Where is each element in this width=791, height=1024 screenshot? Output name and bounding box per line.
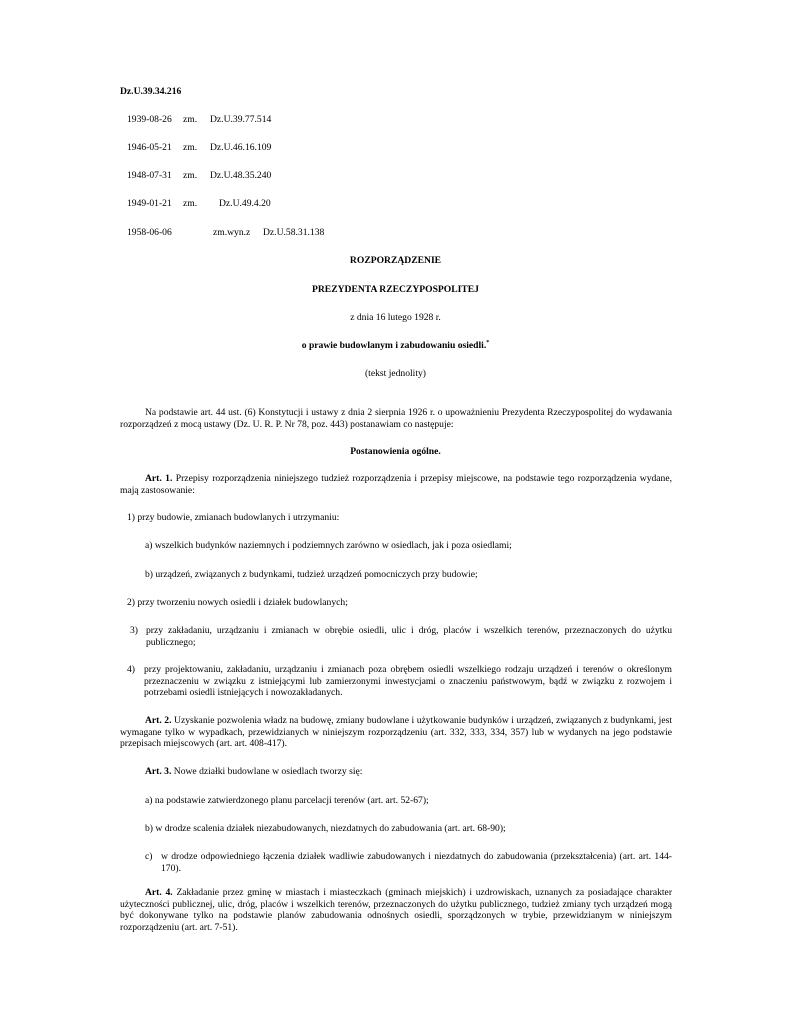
amendment-type: zm. [183, 142, 198, 153]
list-item: przy zakładaniu, urządzaniu i zmianach w obrębie osiedli, ulic i dróg, placów i wszelkich terenów, przeznaczonych do użytku publicznego; [146, 625, 672, 648]
list-item: 1) przy budowie, zmianach budowlanych i utrzymaniu: [127, 512, 340, 523]
article-label: Art. 2. [145, 715, 172, 726]
article-text: Przepisy rozporządzenia niniejszego tudzież rozporządzenia i przepisy miejscowe, na podstawie tego rozporządzenia wydane, mają zastosowanie: [120, 473, 673, 496]
amendment-type: zm. [183, 170, 198, 181]
list-item: a) wszelkich budynków naziemnych i podziemnych zarówno w osiedlach, jak i poza osiedlami; [145, 540, 512, 551]
act-type-heading: ROZPORZĄDZENIE [349, 255, 442, 266]
amendment-type: zm.wyn.z [213, 227, 251, 238]
consolidated-text-note: (tekst jednolity) [364, 368, 426, 379]
article-text: Nowe działki budowlane w osiedlach tworzy się: [173, 766, 363, 777]
amendment-date: 1958-06-06 [127, 227, 172, 238]
amendment-date: 1946-05-21 [127, 142, 172, 153]
amendment-type: zm. [183, 114, 198, 125]
act-subject-text: o prawie budowlanym i zabudowaniu osiedli. [301, 340, 487, 351]
article-2 [120, 715, 672, 750]
article-text: Zakładanie przez gminę w miastach i miasteczkach (gminach miejskich) i uzdrowiskach, uznanych za posiadające charakter użyteczności publicznej, ulic, dróg, placów i wszelkich terenów, przeznaczonych do użytku publicznego, tudzież zmiany tych urządzeń mogą być dokonywane tylko na podstawie planów zabudowania odnośnych osiedli, sporządzonych w trybie, przewidzianym w niniejszym rozporządzeniu (art. art. 7-51). [120, 887, 673, 933]
list-item-number: 3) [130, 625, 138, 636]
amendment-ref: Dz.U.48.35.240 [210, 170, 272, 181]
article-label: Art. 4. [145, 887, 173, 898]
amendment-ref: Dz.U.46.16.109 [210, 142, 272, 153]
list-item: w drodze odpowiedniego łączenia działek wadliwie zabudowanych i niezdatnych do zabudowania (przekształcenia) (art. art. 144-170). [161, 851, 672, 874]
list-item: 2) przy tworzeniu nowych osiedli i działek budowlanych; [127, 597, 348, 608]
amendment-ref: Dz.U.49.4.20 [219, 198, 271, 209]
list-item: a) na podstawie zatwierdzonego planu parcelacji terenów (art. art. 52-67); [145, 795, 429, 806]
amendment-date: 1939-08-26 [127, 114, 172, 125]
article-text: Uzyskanie pozwolenia władz na budowę, zmiany budowlane i użytkowanie budynków i urządzeń, związanych z budynkami, jest wymagane tylko w wypadkach, przewidzianych w niniejszym rozporządzeniu (art. 332, 333, 334, 357) lub w wydanych na jego podstawie przepisach miejscowych (art. art. 408-417). [120, 715, 672, 750]
footnote-mark: * [486, 339, 490, 346]
list-item: b) w drodze scalenia działek niezabudowanych, niezdatnych do zabudowania (art. art. 68-90); [145, 823, 506, 834]
list-item: b) urządzeń, związanych z budynkami, tudzież urządzeń pomocniczych przy budowie; [145, 569, 478, 580]
list-item: przy projektowaniu, zakładaniu, urządzaniu i zmianach poza obrębem osiedli wszelkiego rodzaju urządzeń i terenów o określonym przeznaczeniu w związku z istniejącymi lub zamierzonymi inwestycjami o znaczeniu państwowym, bądź w związku z rozwojem i potrzebami osiedli istniejących i nowozakładanych. [144, 664, 672, 699]
article-4 [120, 887, 672, 933]
article-label: Art. 3. [145, 766, 172, 777]
amendment-ref: Dz.U.39.77.514 [210, 114, 272, 125]
list-item-number: c) [145, 851, 153, 862]
article-3 [145, 766, 362, 778]
amendment-date: 1948-07-31 [127, 170, 172, 181]
act-subject [0, 340, 791, 352]
article-1 [120, 473, 672, 496]
section-heading: Postanowienia ogólne. [350, 446, 441, 457]
article-label: Art. 1. [145, 473, 173, 484]
amendment-ref: Dz.U.58.31.138 [263, 227, 325, 238]
preamble: Na podstawie art. 44 ust. (6) Konstytucji i ustawy z dnia 2 sierpnia 1926 r. o upoważnieniu Prezydenta Rzeczypospolitej do wydawania rozporządzeń z mocą ustawy (Dz. U. R. P. Nr 78, poz. 443) postanawiam co następuje: [120, 407, 672, 430]
act-date: z dnia 16 lutego 1928 r. [350, 312, 441, 323]
amendment-type: zm. [183, 198, 198, 209]
issuer-heading: PREZYDENTA RZECZYPOSPOLITEJ [312, 284, 479, 295]
document-reference: Dz.U.39.34.216 [120, 86, 182, 97]
list-item-number: 4) [127, 664, 135, 675]
amendment-date: 1949-01-21 [127, 198, 172, 209]
